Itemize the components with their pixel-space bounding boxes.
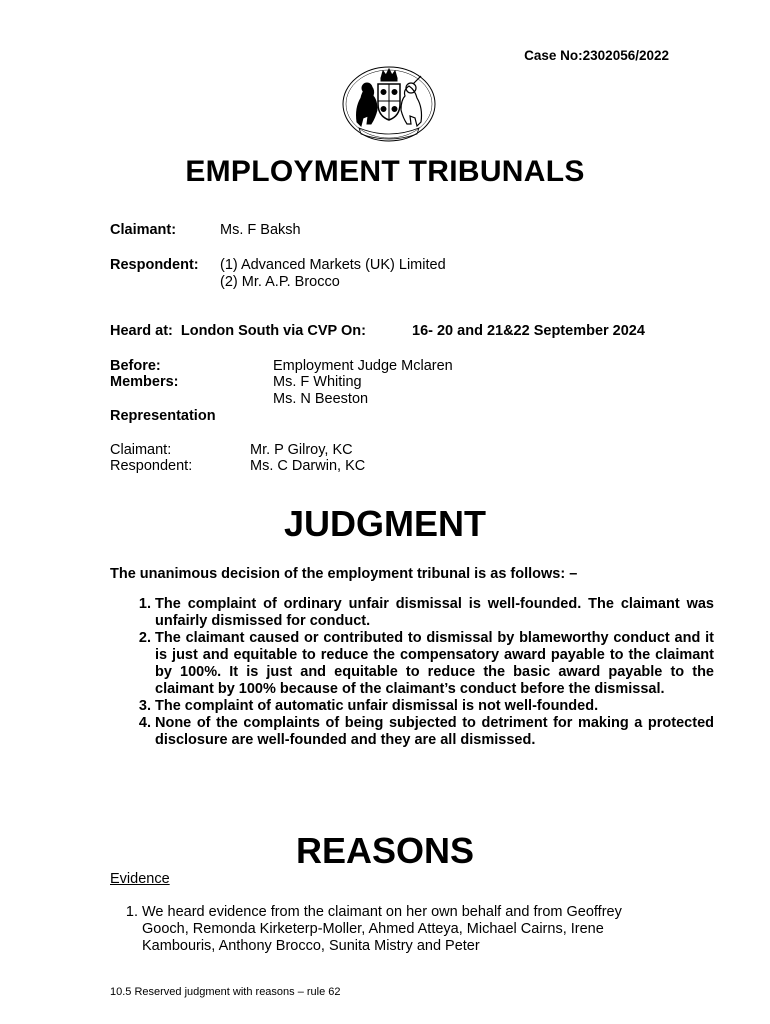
case-number: Case No:2302056/2022 xyxy=(524,48,669,63)
rep-respondent-label: Respondent: xyxy=(110,458,193,474)
representation-heading: Representation xyxy=(110,408,216,424)
page-footer: 10.5 Reserved judgment with reasons – rule 62 xyxy=(110,986,341,998)
decision-item: 2. The claimant caused or contributed to dismissal by blameworthy conduct and it is just and equitable to reduce the compensatory award payable to the claimant by 100%. It is just and equitable to reduce the basic award payable to the claimant by 100% because of the claimant’s conduct before the dismissal. xyxy=(155,630,714,698)
judgment-intro: The unanimous decision of the employment tribunal is as follows: – xyxy=(110,566,578,582)
member-1: Ms. F Whiting xyxy=(273,374,362,390)
judgment-decisions xyxy=(110,596,714,749)
document-title: EMPLOYMENT TRIBUNALS xyxy=(185,155,585,188)
members-label: Members: xyxy=(110,374,179,390)
rep-claimant-label: Claimant: xyxy=(110,442,172,458)
respondent-line-2: (2) Mr. A.P. Brocco xyxy=(220,274,340,290)
respondent-line-1: (1) Advanced Markets (UK) Limited xyxy=(220,257,446,273)
reasons-list xyxy=(110,904,642,955)
before-label: Before: xyxy=(110,358,161,374)
respondent-label: Respondent: xyxy=(110,257,199,273)
judge-name: Employment Judge Mclaren xyxy=(273,358,453,374)
reasons-heading: REASONS xyxy=(295,830,475,871)
member-2: Ms. N Beeston xyxy=(273,391,369,407)
decision-item: 3. The complaint of automatic unfair dismissal is not well-founded. xyxy=(155,698,714,715)
decision-item: 1. The complaint of ordinary unfair dismissal is well-founded. The claimant was unfairly dismissed for conduct. xyxy=(155,596,714,630)
claimant-label: Claimant: xyxy=(110,222,177,238)
heard-at: Heard at: London South via CVP On: xyxy=(110,323,366,339)
reason-item: 1. We heard evidence from the claimant on her own behalf and from Geoffrey Gooch, Remonda Kirketerp-Moller, Ahmed Atteya, Michael Cairns, Irene Kambouris, Anthony Brocco, Sunita Mistry and Peter xyxy=(142,904,642,955)
judgment-heading: JUDGMENT xyxy=(283,503,486,544)
rep-claimant-value: Mr. P Gilroy, KC xyxy=(250,442,353,458)
royal-coat-of-arms-icon xyxy=(341,64,437,144)
decision-item: 4. None of the complaints of being subjected to detriment for making a protected disclosure are well-founded and they are all dismissed. xyxy=(155,715,714,749)
hearing-dates: 16- 20 and 21&22 September 2024 xyxy=(412,323,645,339)
rep-respondent-value: Ms. C Darwin, KC xyxy=(250,458,366,474)
evidence-subheading: Evidence xyxy=(110,871,170,887)
claimant-name: Ms. F Baksh xyxy=(220,222,301,238)
